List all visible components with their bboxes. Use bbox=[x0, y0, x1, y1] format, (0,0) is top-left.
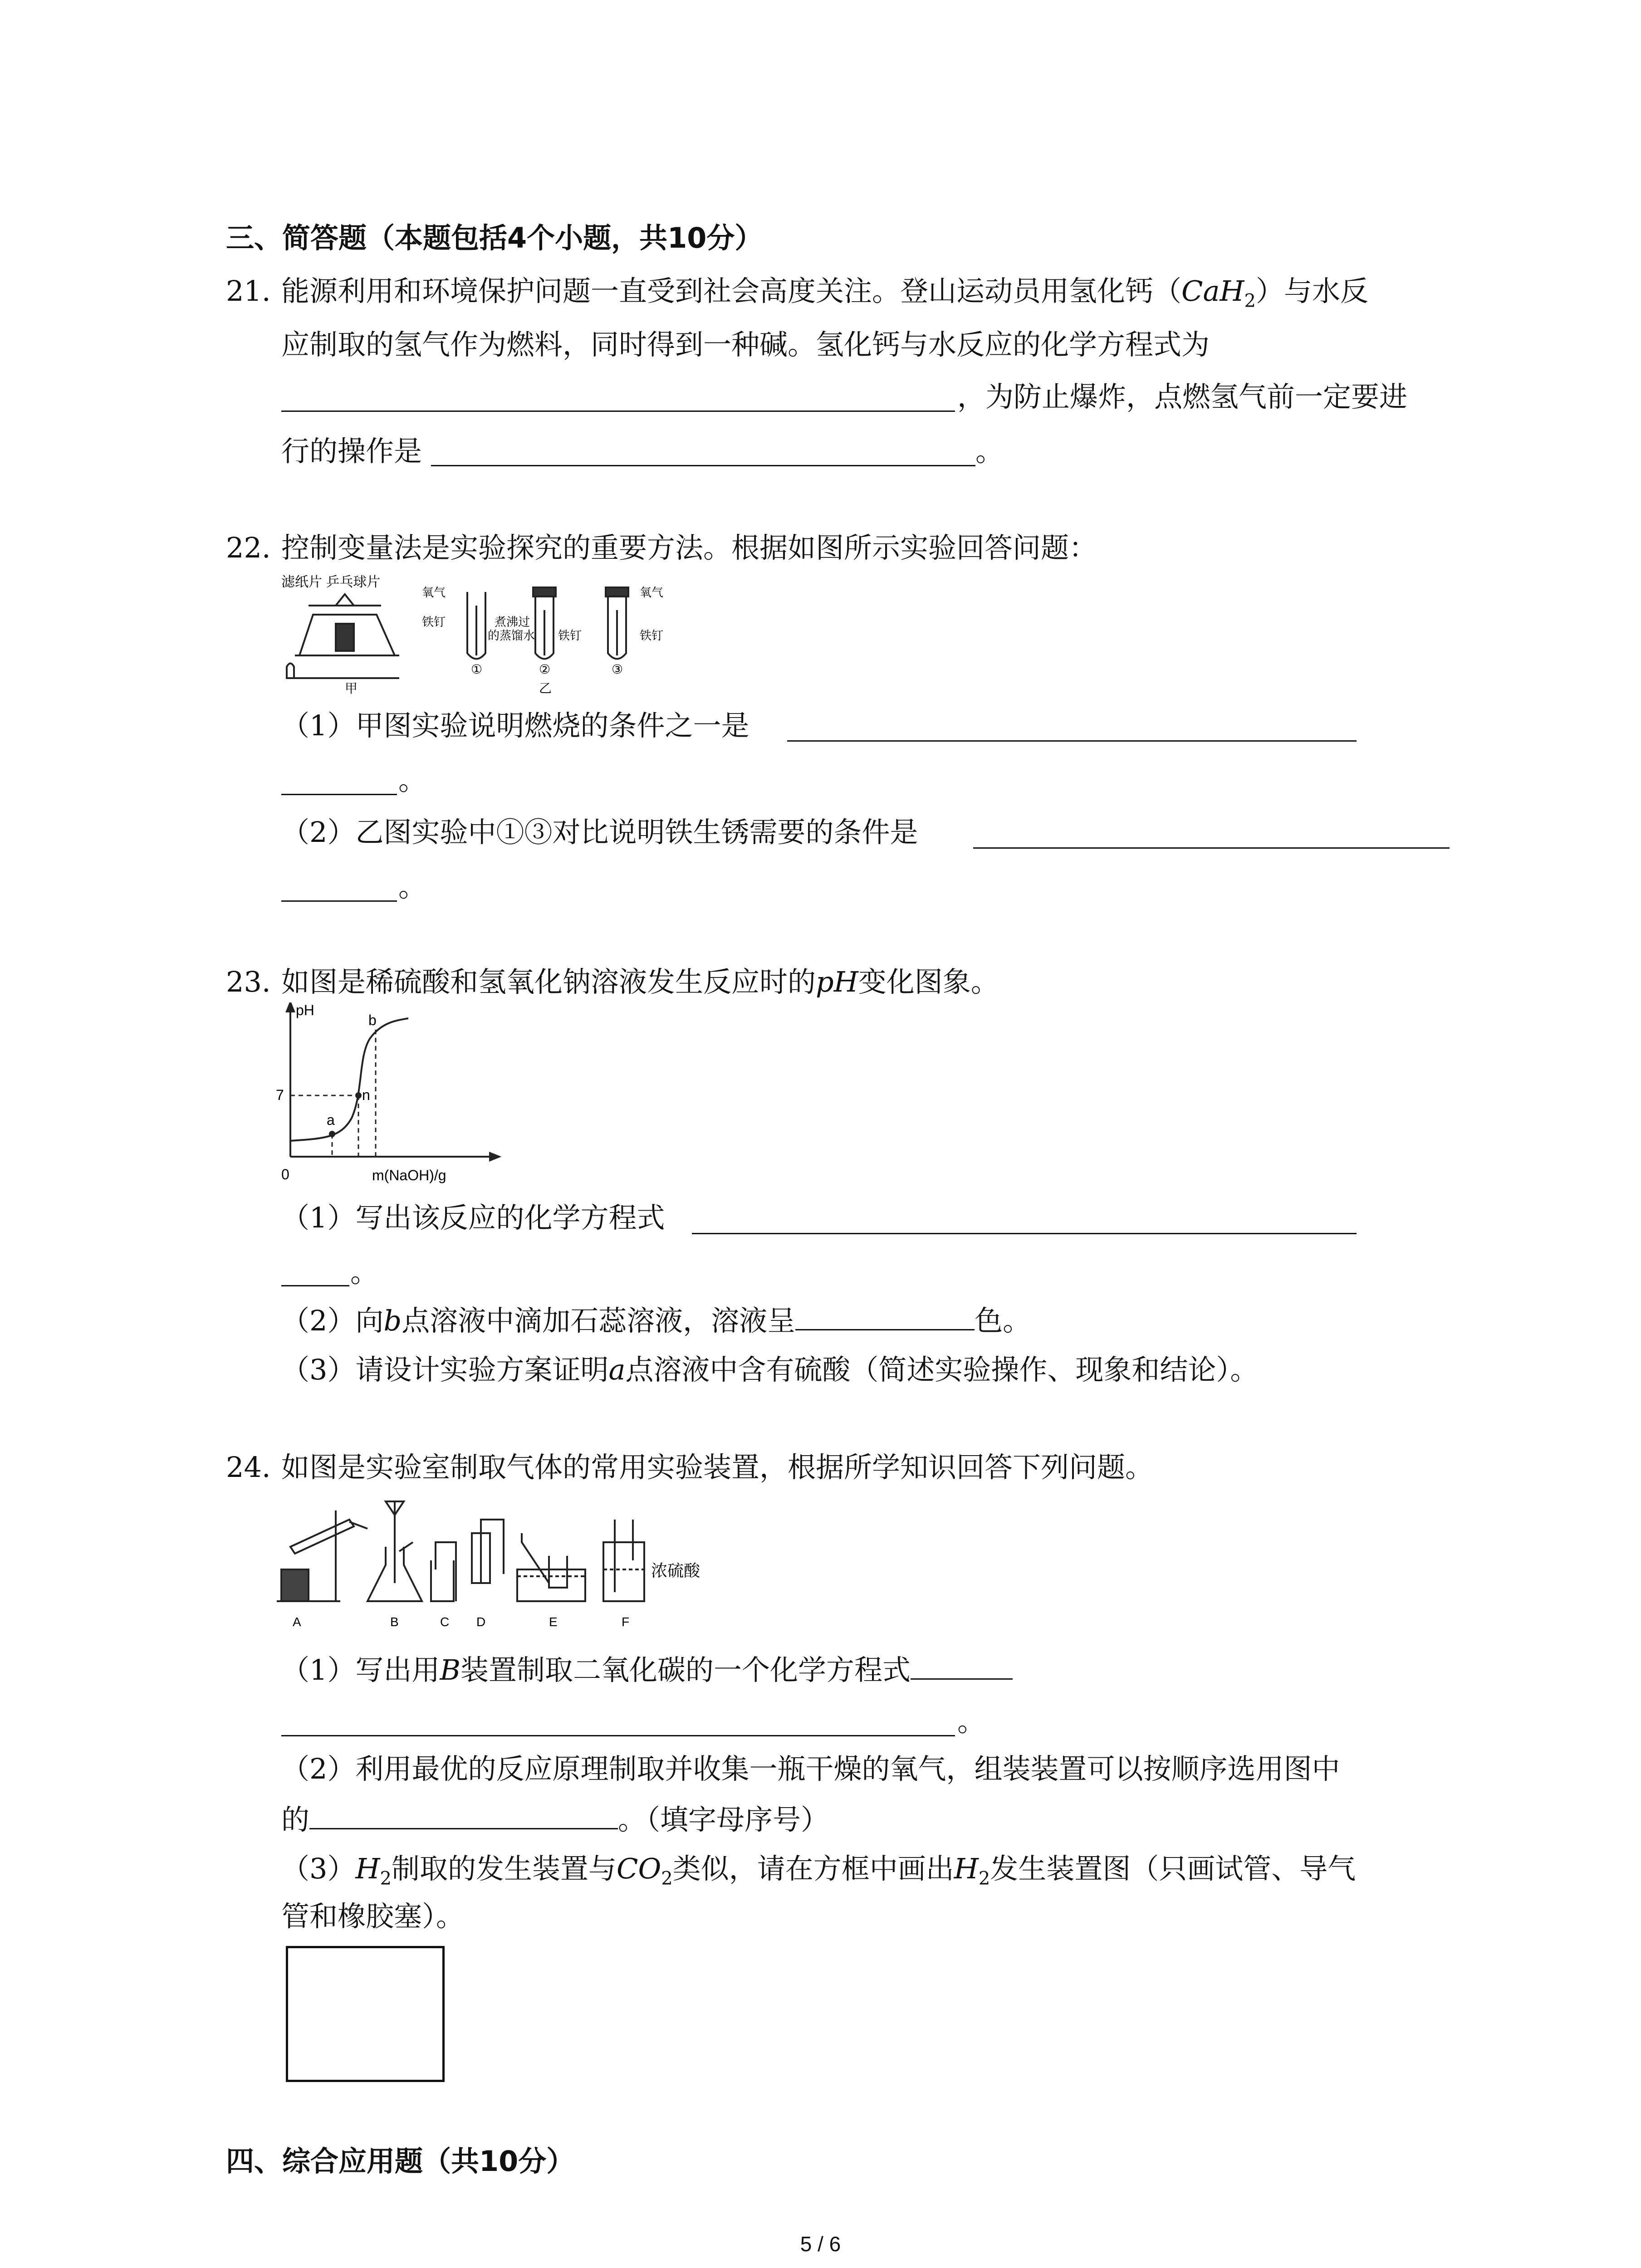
q22-sub1-end: 。 bbox=[398, 763, 427, 797]
q24-sub2: （2）利用最优的反应原理制取并收集一瓶干燥的氧气，组装装置可以按顺序选用图中 bbox=[281, 1752, 1340, 1785]
q21-line4-end: 。 bbox=[975, 435, 1004, 468]
q23-origin: 0 bbox=[281, 1166, 289, 1183]
q23-sub1-blank-cont[interactable] bbox=[281, 1285, 349, 1286]
q23-sub2-blank[interactable] bbox=[795, 1302, 975, 1330]
q22-caption-jia: 甲 bbox=[345, 681, 358, 695]
q22-figure bbox=[281, 574, 712, 696]
q23-sub1: （1）写出该反应的化学方程式 bbox=[281, 1201, 665, 1234]
q21-answer-blank-1[interactable] bbox=[281, 411, 955, 412]
q24-sub1-a: （1）写出用 bbox=[281, 1653, 440, 1686]
q24-sub1-blank-cont[interactable] bbox=[281, 1735, 955, 1736]
q24-sub2-line2 bbox=[281, 1801, 829, 1838]
q22-label-boiled-2: 的蒸馏水 bbox=[488, 629, 535, 642]
q24-sub1 bbox=[281, 1651, 1013, 1688]
q24-number: 24. bbox=[226, 1451, 271, 1484]
q22-label-nail-mid: 铁钉 bbox=[558, 629, 582, 642]
q24-sub3-h2-again-sub: 2 bbox=[978, 1868, 990, 1889]
q21-number: 21. bbox=[226, 274, 271, 308]
q24-sub3 bbox=[281, 1851, 1356, 1897]
q23-stem-b: 变化图象。 bbox=[858, 965, 999, 998]
q21-line1-a: 能源利用和环境保护问题一直受到社会高度关注。登山运动员用氢化钙（ bbox=[281, 274, 1182, 308]
q24-letter-b: B bbox=[390, 1615, 399, 1629]
q24-apparatus-b bbox=[367, 1501, 422, 1601]
q21-line3: ，为防止爆炸，点燃氢气前一定要进 bbox=[957, 380, 1408, 413]
q23-sub3-b: 点溶液中含有硫酸（简述实验操作、现象和结论）。 bbox=[625, 1353, 1259, 1386]
q22-number: 22. bbox=[226, 531, 271, 564]
q23-point-a-marker bbox=[329, 1131, 335, 1137]
q21-formula-sub: 2 bbox=[1244, 290, 1256, 312]
q24-sub3-h2-sub: 2 bbox=[380, 1868, 392, 1889]
q24-sub3-co2-sub: 2 bbox=[661, 1868, 673, 1889]
q22-tube-1: ① bbox=[471, 662, 483, 676]
q24-sub2-b: 的 bbox=[281, 1803, 310, 1836]
q24-apparatus-f bbox=[603, 1520, 644, 1601]
q23-sub3 bbox=[281, 1352, 1258, 1388]
q21-line2: 应制取的氢气作为燃料，同时得到一种碱。氢化钙与水反应的化学方程式为 bbox=[281, 328, 1210, 361]
q23-ph-curve bbox=[290, 1018, 408, 1141]
q22-sub1: （1）甲图实验说明燃烧的条件之一是 bbox=[281, 709, 749, 742]
q24-letter-e: E bbox=[549, 1615, 558, 1629]
q23-sub2 bbox=[281, 1302, 1031, 1339]
q24-apparatus-e bbox=[517, 1533, 585, 1601]
q22-apparatus-jia bbox=[287, 594, 399, 678]
q22-tube-3: ③ bbox=[612, 662, 623, 676]
q24-apparatus-c bbox=[431, 1542, 456, 1601]
q21-line1-b: ）与水反 bbox=[1255, 274, 1368, 308]
q22-label-nail-left: 铁钉 bbox=[422, 615, 446, 629]
section-4-heading: 四、综合应用题（共10分） bbox=[226, 2145, 575, 2178]
q24-sub3-h2-again: H bbox=[954, 1852, 979, 1885]
q21-answer-blank-2[interactable] bbox=[431, 465, 975, 466]
q23-sub3-a: （3）请设计实验方案证明 bbox=[281, 1353, 609, 1386]
section-3-heading: 三、简答题（本题包括4个小题，共10分） bbox=[226, 221, 763, 254]
q22-tube-2: ② bbox=[539, 662, 551, 676]
q23-sub1-end: 。 bbox=[350, 1256, 379, 1289]
q23-sub2-c: 色。 bbox=[975, 1304, 1031, 1337]
q24-letter-c: C bbox=[440, 1615, 450, 1629]
q24-sub1-blank[interactable] bbox=[911, 1651, 1013, 1680]
q22-label-o2-right: 氧气 bbox=[640, 586, 664, 599]
q22-sub2-blank-cont[interactable] bbox=[281, 900, 397, 902]
q24-sub2-blank[interactable] bbox=[309, 1801, 618, 1829]
q23-stem bbox=[281, 964, 999, 1000]
q24-letter-f: F bbox=[622, 1615, 630, 1629]
q23-sub2-b-point: b bbox=[383, 1304, 402, 1337]
q22-stem: 控制变量法是实验探究的重要方法。根据如图所示实验回答问题： bbox=[281, 531, 1097, 564]
q22-label-o2-left: 氧气 bbox=[422, 586, 446, 599]
q24-sub2-c: 。（填字母序号） bbox=[618, 1803, 829, 1836]
q24-sub3-h2: H bbox=[355, 1852, 380, 1885]
q22-label-boiled-1: 煮沸过 bbox=[495, 615, 530, 629]
q24-sub3-co2: CO bbox=[617, 1852, 661, 1885]
q24-apparatus-d bbox=[472, 1520, 504, 1583]
q23-y-tick-7: 7 bbox=[276, 1087, 284, 1103]
q21-line1 bbox=[281, 273, 1368, 319]
q22-sub1-blank-cont[interactable] bbox=[281, 794, 397, 795]
q22-sub2-blank[interactable] bbox=[973, 847, 1450, 849]
q22-tubes-yi bbox=[467, 587, 628, 659]
q22-caption-yi: 乙 bbox=[539, 681, 552, 695]
q24-sub3-c: 类似，请在方框中画出 bbox=[672, 1852, 954, 1885]
q24-letter-a: A bbox=[293, 1615, 301, 1629]
q24-sub1-b: 装置制取二氧化碳的一个化学方程式 bbox=[460, 1653, 911, 1686]
q24-apparatus-figure bbox=[277, 1492, 730, 1637]
q23-label-n: n bbox=[362, 1087, 370, 1103]
q24-letter-d: D bbox=[476, 1615, 486, 1629]
q24-sub3-a: （3） bbox=[281, 1852, 356, 1885]
q24-label-conc-sulfuric-acid: 浓硫酸 bbox=[651, 1561, 700, 1580]
q23-number: 23. bbox=[226, 965, 271, 998]
q24-sub3-b: 制取的发生装置与 bbox=[391, 1852, 617, 1885]
q24-apparatus-a bbox=[277, 1510, 367, 1601]
q23-ylabel: pH bbox=[296, 1002, 314, 1018]
q22-sub2: （2）乙图实验中①③对比说明铁生锈需要的条件是 bbox=[281, 816, 918, 849]
q23-xlabel: m(NaOH)/g bbox=[372, 1167, 446, 1183]
q23-stem-ph: pH bbox=[816, 965, 858, 998]
q24-drawing-box[interactable] bbox=[286, 1946, 445, 2082]
q24-sub3-d: 发生装置图（只画试管、导气 bbox=[990, 1852, 1356, 1885]
q23-sub3-a-point: a bbox=[608, 1353, 626, 1386]
q22-sub2-end: 。 bbox=[398, 870, 427, 903]
q22-label-nail-right: 铁钉 bbox=[640, 629, 664, 642]
q24-sub1-end: 。 bbox=[957, 1705, 986, 1738]
q24-stem: 如图是实验室制取气体的常用实验装置，根据所学知识回答下列问题。 bbox=[281, 1451, 1154, 1484]
q24-sub1-b-letter: B bbox=[440, 1653, 461, 1686]
q23-label-a: a bbox=[327, 1112, 335, 1128]
q22-sub1-blank[interactable] bbox=[787, 740, 1357, 742]
q22-label-filter-paper: 滤纸片 乒乓球片 bbox=[281, 575, 381, 590]
q23-label-b: b bbox=[368, 1012, 377, 1028]
q23-sub2-a: （2）向 bbox=[281, 1304, 384, 1337]
q23-point-n-marker bbox=[355, 1092, 362, 1099]
q21-line4-a: 行的操作是 bbox=[281, 435, 422, 468]
q23-sub2-b: 点溶液中滴加石蕊溶液，溶液呈 bbox=[402, 1304, 796, 1337]
page-number: 5 / 6 bbox=[800, 2232, 841, 2256]
q23-stem-a: 如图是稀硫酸和氢氧化钠溶液发生反应时的 bbox=[281, 965, 816, 998]
q23-ph-graph bbox=[272, 1002, 508, 1193]
q23-axes bbox=[287, 1002, 499, 1160]
q23-sub1-blank[interactable] bbox=[692, 1233, 1357, 1234]
q21-formula: CaH bbox=[1181, 274, 1244, 308]
q24-sub3-line2: 管和橡胶塞）。 bbox=[281, 1900, 465, 1933]
